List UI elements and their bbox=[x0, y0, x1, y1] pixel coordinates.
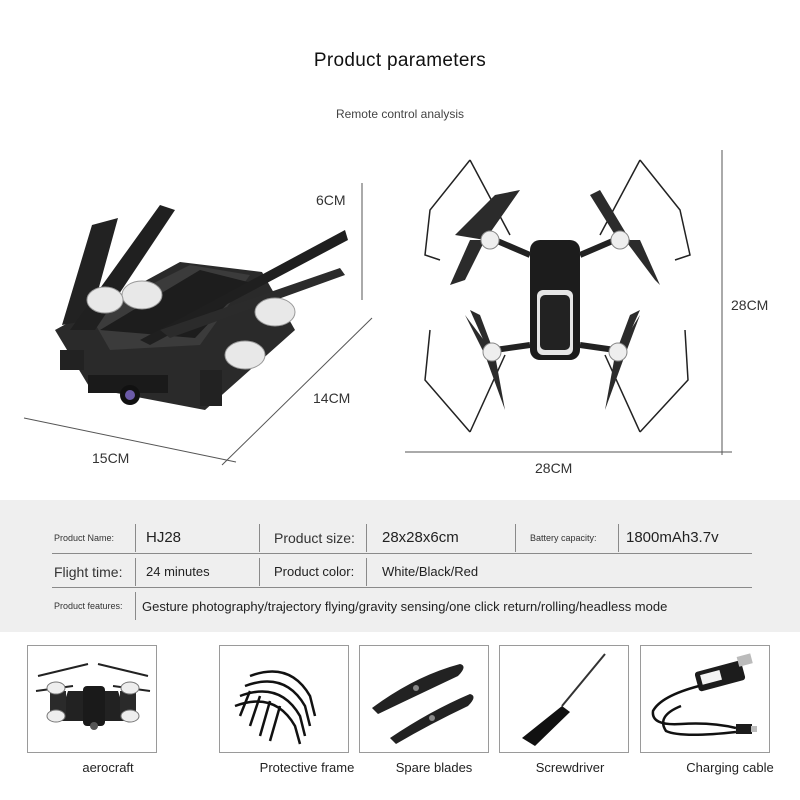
page-title: Product parameters bbox=[313, 50, 487, 71]
battery-label: Battery capacity: bbox=[530, 532, 597, 543]
accessory-spare-blades bbox=[359, 645, 489, 753]
drone-icon bbox=[28, 646, 157, 753]
flight-time-value: 24 minutes bbox=[146, 564, 210, 579]
product-illustration bbox=[0, 140, 800, 500]
accessory-charging-cable bbox=[640, 645, 770, 753]
page-subtitle: Remote control analysis bbox=[335, 107, 465, 121]
spec-row-2 bbox=[52, 556, 752, 588]
accessory-screwdriver bbox=[499, 645, 629, 753]
blades-icon bbox=[360, 646, 489, 753]
frame-icon bbox=[220, 646, 349, 753]
height-folded-label: 6CM bbox=[316, 192, 346, 208]
spec-row-3 bbox=[52, 590, 752, 622]
product-name-label: Product Name: bbox=[54, 532, 115, 543]
battery-value: 1800mAh3.7v bbox=[626, 529, 719, 546]
folded-drone-icon bbox=[55, 205, 351, 410]
product-size-label: Product size: bbox=[274, 529, 355, 546]
spec-row-1 bbox=[52, 522, 752, 554]
accessory-aerocraft bbox=[27, 645, 157, 753]
product-name-value: HJ28 bbox=[146, 529, 182, 546]
product-color-label: Product color: bbox=[274, 564, 355, 579]
accessory-label-charging-cable: Charging cable bbox=[686, 760, 774, 775]
screwdriver-icon bbox=[500, 646, 629, 753]
flight-time-label: Flight time: bbox=[54, 563, 123, 580]
height-open-label: 28CM bbox=[731, 297, 769, 313]
product-features-label: Product features: bbox=[54, 601, 123, 611]
accessory-label-aerocraft: aerocraft bbox=[82, 760, 134, 775]
product-size-value: 28x28x6cm bbox=[382, 529, 459, 546]
open-drone-icon bbox=[425, 160, 690, 432]
product-color-value: White/Black/Red bbox=[382, 564, 479, 579]
accessory-label-protective-frame: Protective frame bbox=[259, 760, 355, 775]
width-open-label: 28CM bbox=[535, 460, 573, 476]
product-features-value: Gesture photography/trajectory flying/gravity sensing/one click return/rolling/headless mode bbox=[142, 598, 668, 614]
length-folded-label: 14CM bbox=[313, 390, 351, 406]
accessory-label-screwdriver: Screwdriver bbox=[535, 760, 605, 775]
accessory-protective-frame bbox=[219, 645, 349, 753]
accessory-label-spare-blades: Spare blades bbox=[395, 760, 473, 775]
usb-cable-icon bbox=[641, 646, 770, 753]
width-folded-label: 15CM bbox=[92, 450, 130, 466]
